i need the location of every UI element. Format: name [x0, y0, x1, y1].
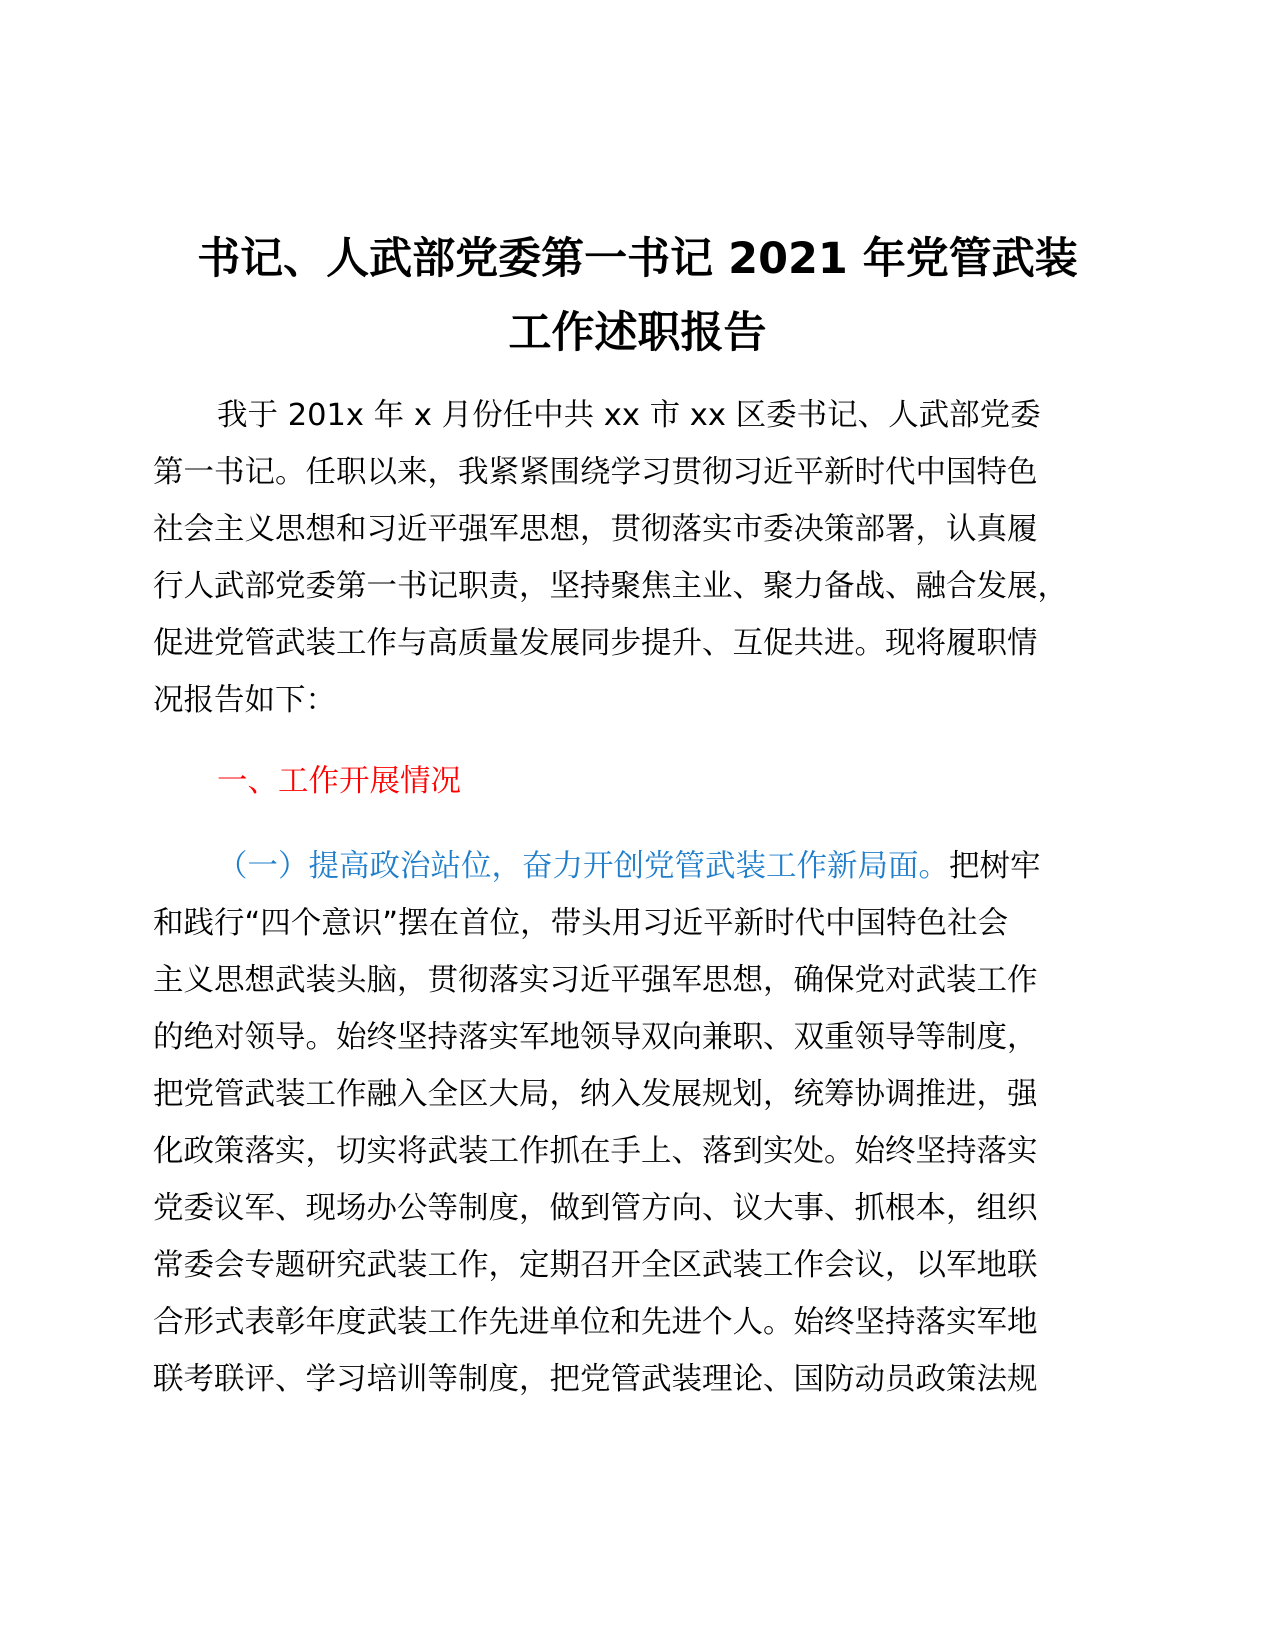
- para1-line-8: 常委会专题研究武装工作，定期召开全区武装工作会议，以军地联: [153, 1248, 1038, 1283]
- para1-line-1: [153, 838, 1123, 895]
- title-line-1: 书记、人武部党委第一书记 2021 年党管武装: [197, 234, 1078, 284]
- section-heading-text: 一、工作开展情况: [217, 764, 461, 799]
- para1-line-9: 合形式表彰年度武装工作先进单位和先进个人。始终坚持落实军地: [153, 1305, 1038, 1340]
- para1-line-5: 把党管武装工作融入全区大局，纳入发展规划，统筹协调推进，强: [153, 1077, 1038, 1112]
- para1-line-7: 党委议军、现场办公等制度，做到管方向、议大事、抓根本，组织: [153, 1191, 1038, 1226]
- document-title: [140, 222, 1135, 370]
- intro-line-1: 我于 201x 年 x 月份任中共 xx 市 xx 区委书记、人武部党委: [217, 398, 1041, 433]
- para1-line-2: 和践行“四个意识”摆在首位，带头用习近平新时代中国特色社会: [153, 906, 1009, 941]
- intro-line-5: 促进党管武装工作与高质量发展同步提升、互促共进。现将履职情: [153, 626, 1038, 661]
- paragraph-1: [153, 838, 1123, 1408]
- para1-line-4: 的绝对领导。始终坚持落实军地领导双向兼职、双重领导等制度，: [153, 1020, 1038, 1055]
- intro-line-4: 行人武部党委第一书记职责，坚持聚焦主业、聚力备战、融合发展，: [153, 569, 1068, 604]
- para1-line-10: 联考联评、学习培训等制度，把党管武装理论、国防动员政策法规: [153, 1362, 1038, 1397]
- intro-line-2: 第一书记。任职以来，我紧紧围绕学习贯彻习近平新时代中国特色: [153, 455, 1038, 490]
- intro-paragraph: [153, 387, 1123, 729]
- title-line-2: 工作述职报告: [508, 308, 767, 358]
- intro-line-3: 社会主义思想和习近平强军思想，贯彻落实市委决策部署，认真履: [153, 512, 1038, 547]
- para1-subheading: （一）提高政治站位，奋力开创党管武装工作新局面。: [217, 849, 949, 884]
- intro-line-6: 况报告如下：: [153, 683, 336, 718]
- para1-line-3: 主义思想武装头脑，贯彻落实习近平强军思想，确保党对武装工作: [153, 963, 1038, 998]
- para1-first-line-rest: 把树牢: [949, 849, 1041, 884]
- section-heading: [153, 753, 1123, 810]
- para1-line-6: 化政策落实，切实将武装工作抓在手上、落到实处。始终坚持落实: [153, 1134, 1038, 1169]
